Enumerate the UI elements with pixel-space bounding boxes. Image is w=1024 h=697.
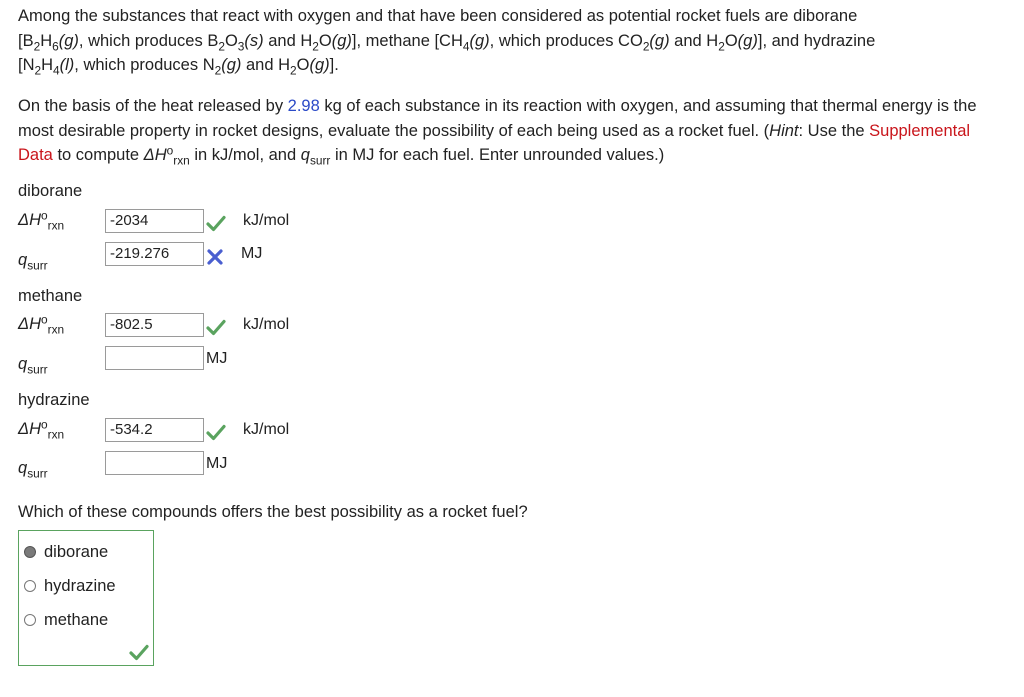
- methane-q-label: $q_{surr}$: [18, 355, 48, 377]
- diborane-dh-input[interactable]: -2034: [105, 209, 204, 233]
- correct-check-icon: [129, 642, 149, 662]
- hydrazine-heading: hydrazine: [18, 391, 90, 409]
- correct-check-icon: [206, 422, 226, 442]
- methane-q-input[interactable]: [105, 346, 204, 370]
- hydrazine-q-unit: MJ: [206, 455, 228, 472]
- methane-dh-unit: kJ/mol: [243, 316, 290, 333]
- methane-dh-input[interactable]: -802.5: [105, 313, 204, 337]
- diborane-q-unit: MJ: [241, 245, 263, 262]
- best-fuel-prompt: Which of these compounds offers the best possibility as a rocket fuel?: [18, 503, 528, 521]
- methane-heading: methane: [18, 287, 83, 305]
- hydrazine-q-label: $q_{surr}$: [18, 459, 48, 481]
- option-methane[interactable]: methane: [24, 611, 108, 630]
- diborane-dh-label: $\Delta H^o_{rxn}$: [18, 208, 65, 233]
- diborane-q-input[interactable]: -219.276: [105, 242, 204, 266]
- correct-check-icon: [206, 213, 226, 233]
- hydrazine-dh-input[interactable]: -534.2: [105, 418, 204, 442]
- diborane-dh-unit: kJ/mol: [243, 212, 290, 229]
- diborane-heading: diborane: [18, 182, 83, 200]
- diborane-q-label: $q_{surr}$: [18, 251, 48, 273]
- methane-q-unit: MJ: [206, 350, 228, 367]
- supplemental-data-link[interactable]: Supplemental Data: [18, 121, 971, 164]
- hydrazine-dh-label: $\Delta H^o_{rxn}$: [18, 417, 65, 442]
- hydrazine-q-input[interactable]: [105, 451, 204, 475]
- radio-selected-icon[interactable]: [24, 546, 36, 558]
- methane-dh-label: $\Delta H^o_{rxn}$: [18, 312, 65, 337]
- option-diborane[interactable]: diborane: [24, 543, 108, 562]
- option-hydrazine[interactable]: hydrazine: [24, 577, 116, 596]
- radio-icon[interactable]: [24, 580, 36, 592]
- best-fuel-choice-group: [18, 530, 154, 666]
- problem-question: On the basis of the heat released by 2.98 kg of each substance in its reaction with oxygen, and assuming that thermal energy is the most desirable property in rocket designs, evaluate the possibility of each being used as a rocket fuel. (Hint: Use the Supplemental Data to compute $\Delta H^o_{rxn}$ in kJ/mol, and $q_{surr}$ in MJ for each fuel. Enter unrounded values.): [18, 97, 977, 168]
- hydrazine-dh-unit: kJ/mol: [243, 421, 290, 438]
- mass-value: 2.98: [287, 97, 320, 115]
- problem-intro: Among the substances that react with oxygen and that have been considered as potential rocket fuels are diborane [$B_2H_6(g)$, which produces $B_2O_3(s)$ and $H_2O(g)$], methane [$CH_4(g)$, which produces $CO_2(g)$ and $H_2O(g)$], and hydrazine [$N_2H_4(l)$, which produces $N_2(g)$ and $H_2O(g)$].: [18, 7, 876, 78]
- correct-check-icon: [206, 317, 226, 337]
- radio-icon[interactable]: [24, 614, 36, 626]
- incorrect-x-icon: [205, 247, 225, 267]
